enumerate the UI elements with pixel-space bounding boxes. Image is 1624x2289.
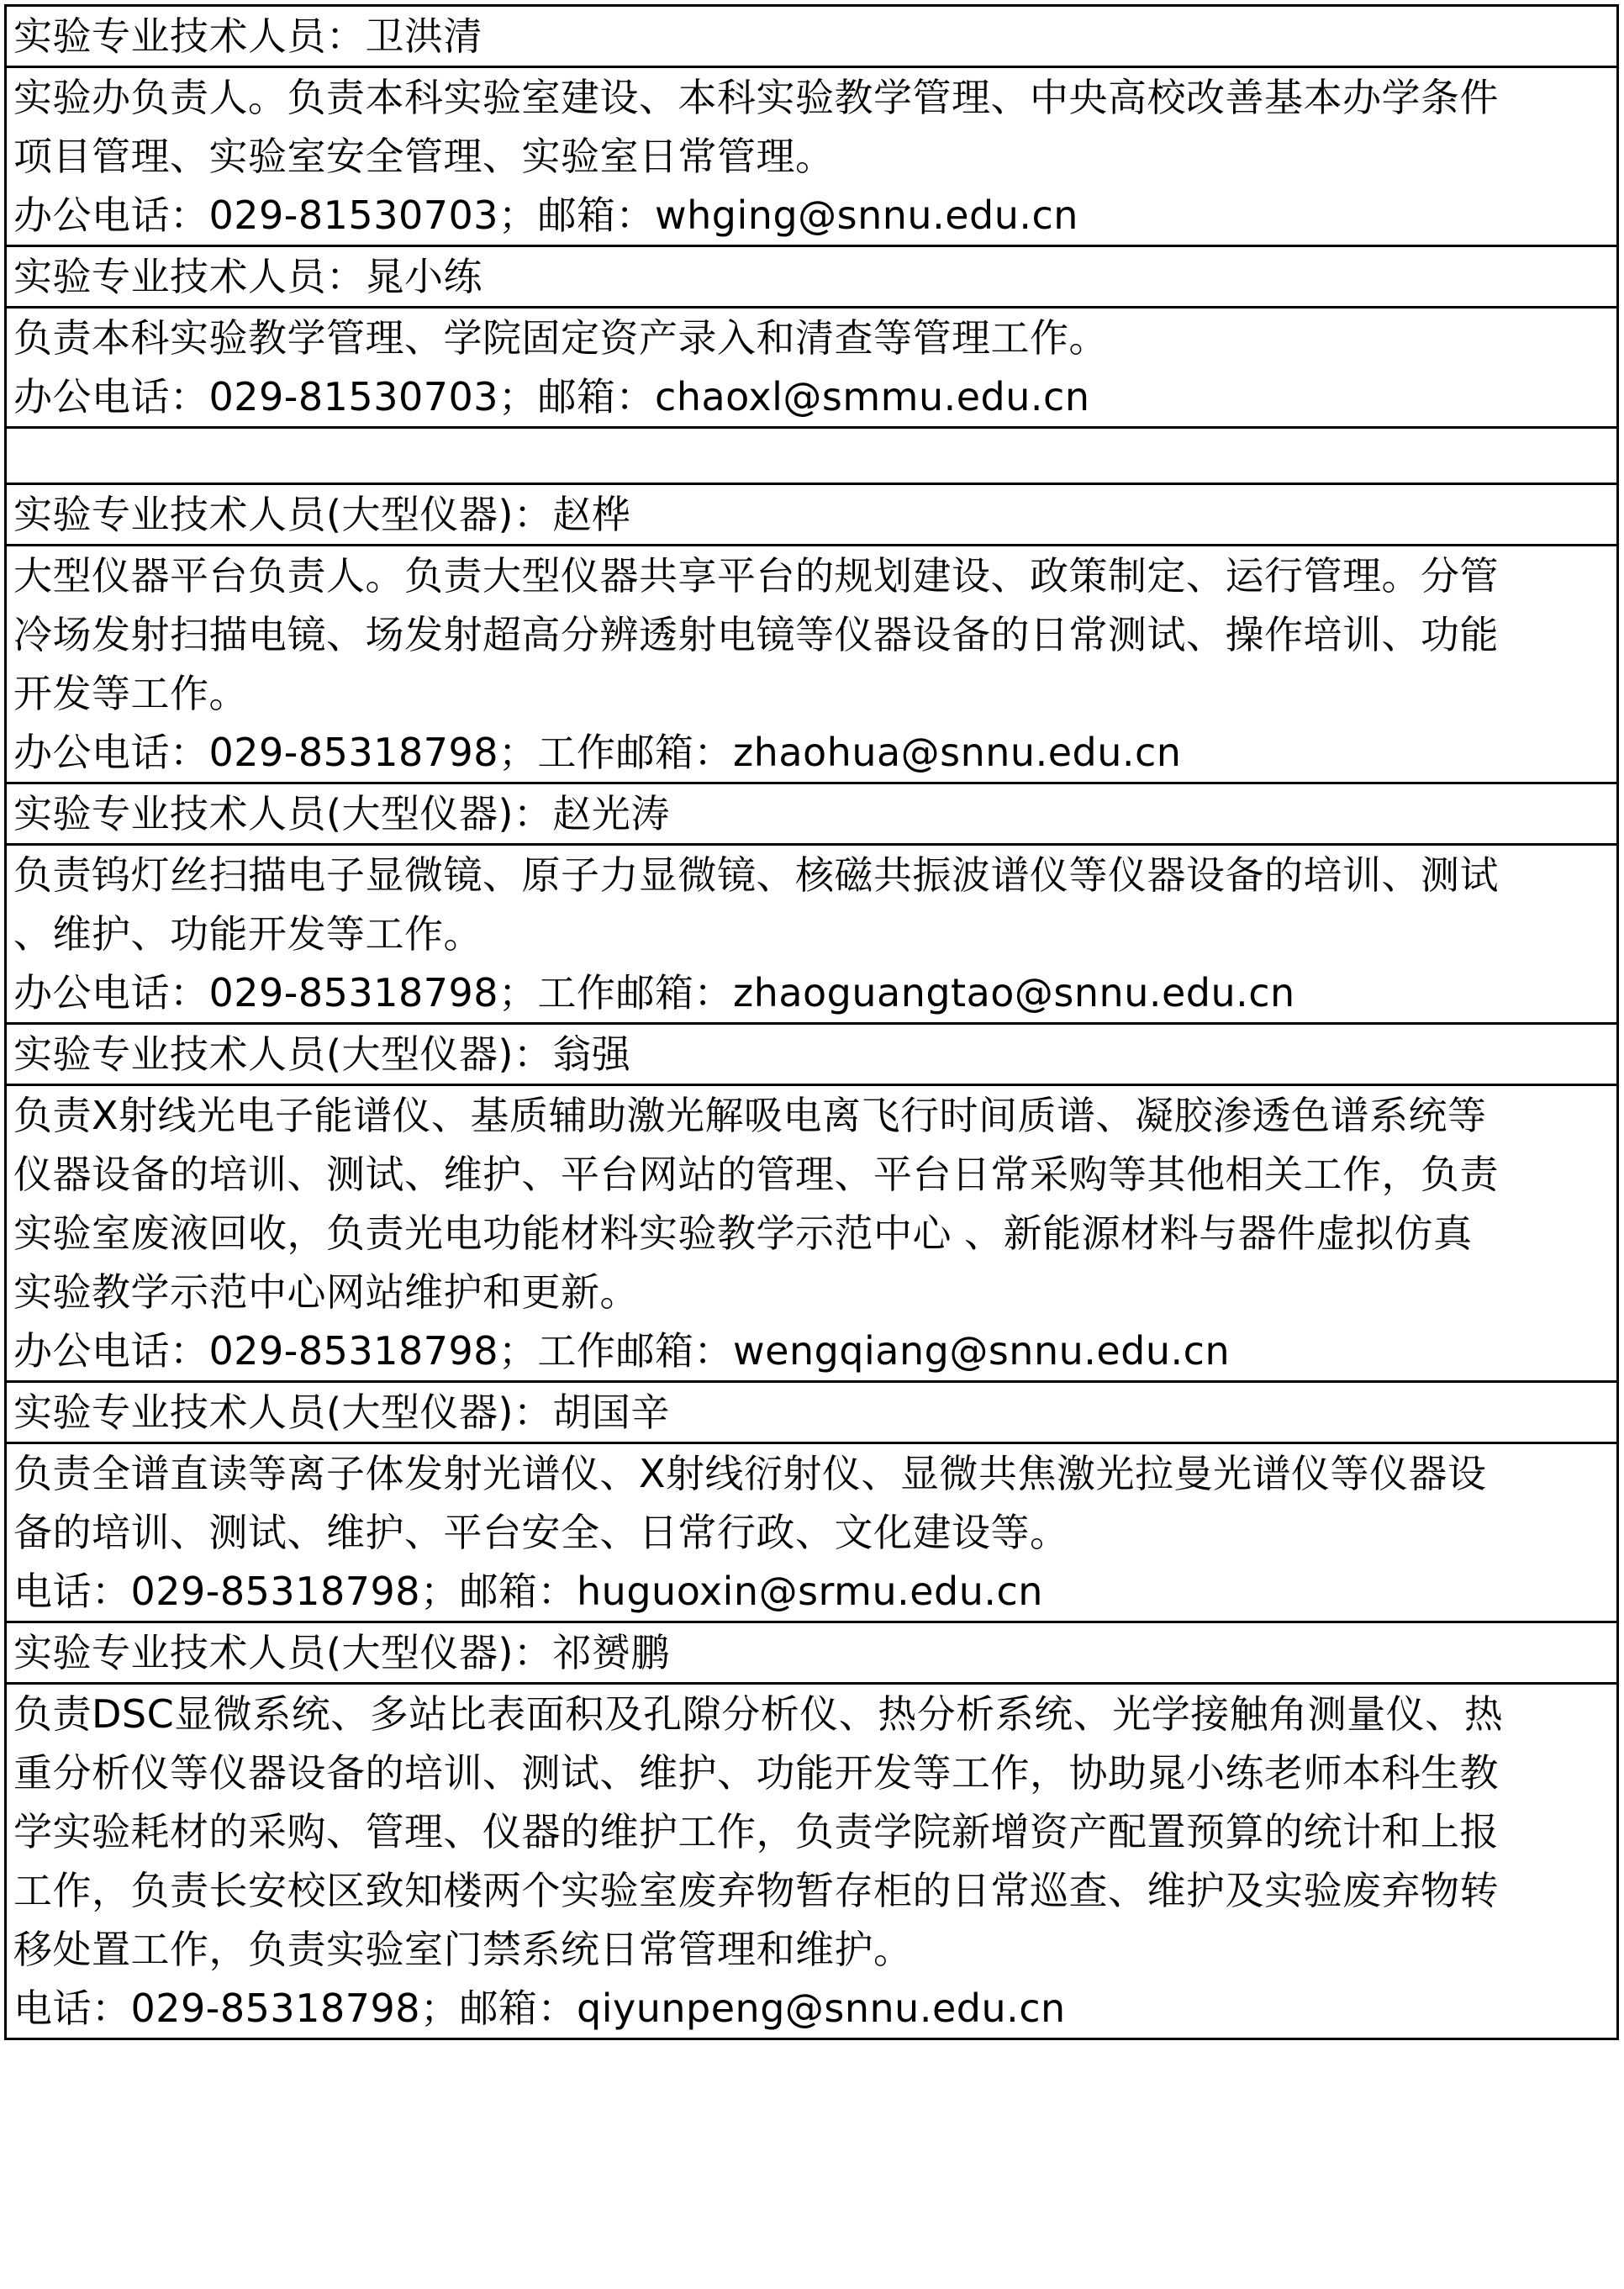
duty-line: 工作，负责长安校区致知楼两个实验室废弃物暂存柜的日常巡查、维护及实验废弃物转 <box>13 1868 1499 1913</box>
staff-contact: 办公电话：029-81530703；邮箱：whging@snnu.edu.cn <box>13 193 1078 238</box>
table-row <box>6 1085 1618 1382</box>
staff-title: 实验专业技术人员(大型仪器)：翁强 <box>6 1024 1618 1085</box>
duty-line: 移处置工作，负责实验室门禁系统日常管理和维护。 <box>13 1927 913 1972</box>
duty-line: 实验办负责人。负责本科实验室建设、本科实验教学管理、中央高校改善基本办学条件 <box>13 75 1499 120</box>
staff-contact: 办公电话：029-85318798；工作邮箱：wengqiang@snnu.edu.cn <box>13 1328 1231 1374</box>
duty-line: 项目管理、实验室安全管理、实验室日常管理。 <box>13 134 835 179</box>
staff-title: 实验专业技术人员：卫洪清 <box>6 6 1618 67</box>
duty-line: 实验室废液回收，负责光电功能材料实验教学示范中心 、新能源材料与器件虚拟仿真 <box>13 1210 1473 1256</box>
staff-duties-cell <box>6 67 1618 246</box>
staff-contact: 办公电话：029-85318798；工作邮箱：zhaoguangtao@snnu.edu.cn <box>13 970 1295 1015</box>
staff-contact: 电话：029-85318798；邮箱：huguoxin@srmu.edu.cn <box>13 1569 1043 1614</box>
staff-title: 实验专业技术人员(大型仪器)：赵光涛 <box>6 783 1618 845</box>
table-row <box>6 246 1618 308</box>
staff-title: 实验专业技术人员：晁小练 <box>6 246 1618 308</box>
table-row <box>6 546 1618 783</box>
staff-duties-cell <box>6 1443 1618 1622</box>
duty-line: 仪器设备的培训、测试、维护、平台网站的管理、平台日常采购等其他相关工作，负责 <box>13 1152 1499 1197</box>
table-row <box>6 1684 1618 2039</box>
staff-contact: 办公电话：029-85318798；工作邮箱：zhaohua@snnu.edu.cn <box>13 730 1182 775</box>
table-row <box>6 67 1618 246</box>
duty-line: 负责全谱直读等离子体发射光谱仪、X射线衍射仪、显微共焦激光拉曼光谱仪等仪器设 <box>13 1451 1487 1496</box>
table-row <box>6 6 1618 67</box>
empty-cell <box>6 428 1618 484</box>
table-row <box>6 1443 1618 1622</box>
staff-contact: 办公电话：029-81530703；邮箱：chaoxl@smmu.edu.cn <box>13 374 1090 419</box>
staff-title: 实验专业技术人员(大型仪器)：胡国辛 <box>6 1382 1618 1443</box>
duty-line: 实验教学示范中心网站维护和更新。 <box>13 1269 639 1315</box>
duty-line: 负责本科实验教学管理、学院固定资产录入和清查等管理工作。 <box>13 315 1108 361</box>
table-row <box>6 783 1618 845</box>
duty-line: 备的培训、测试、维护、平台安全、日常行政、文化建设等。 <box>13 1510 1069 1555</box>
table-row <box>6 428 1618 484</box>
staff-contact: 电话：029-85318798；邮箱：qiyunpeng@snnu.edu.cn <box>13 1986 1066 2031</box>
staff-duties-cell <box>6 308 1618 428</box>
staff-duties-cell <box>6 1085 1618 1382</box>
duty-line: 大型仪器平台负责人。负责大型仪器共享平台的规划建设、政策制定、运行管理。分管 <box>13 553 1499 599</box>
staff-duties-cell <box>6 546 1618 783</box>
table-row <box>6 845 1618 1024</box>
table-row <box>6 1622 1618 1684</box>
staff-duties-cell <box>6 845 1618 1024</box>
duty-line: 开发等工作。 <box>13 671 248 716</box>
duty-line: 重分析仪等仪器设备的培训、测试、维护、功能开发等工作，协助晁小练老师本科生教 <box>13 1750 1499 1796</box>
table-row <box>6 308 1618 428</box>
duty-line: 负责钨灯丝扫描电子显微镜、原子力显微镜、核磁共振波谱仪等仪器设备的培训、测试 <box>13 852 1499 898</box>
duty-line: 学实验耗材的采购、管理、仪器的维护工作，负责学院新增资产配置预算的统计和上报 <box>13 1809 1499 1854</box>
duty-line: 负责DSC显微系统、多站比表面积及孔隙分析仪、热分析系统、光学接触角测量仪、热 <box>13 1691 1504 1737</box>
staff-title: 实验专业技术人员(大型仪器)：祁赟鹏 <box>6 1622 1618 1684</box>
table-row <box>6 1382 1618 1443</box>
staff-title: 实验专业技术人员(大型仪器)：赵桦 <box>6 484 1618 546</box>
table-row <box>6 484 1618 546</box>
staff-duties-cell <box>6 1684 1618 2039</box>
duty-line: 负责X射线光电子能谱仪、基质辅助激光解吸电离飞行时间质谱、凝胶渗透色谱系统等 <box>13 1093 1487 1138</box>
staff-table <box>4 4 1619 2040</box>
duty-line: 冷场发射扫描电镜、场发射超高分辨透射电镜等仪器设备的日常测试、操作培训、功能 <box>13 612 1499 657</box>
duty-line: 、维护、功能开发等工作。 <box>13 911 482 957</box>
table-row <box>6 1024 1618 1085</box>
